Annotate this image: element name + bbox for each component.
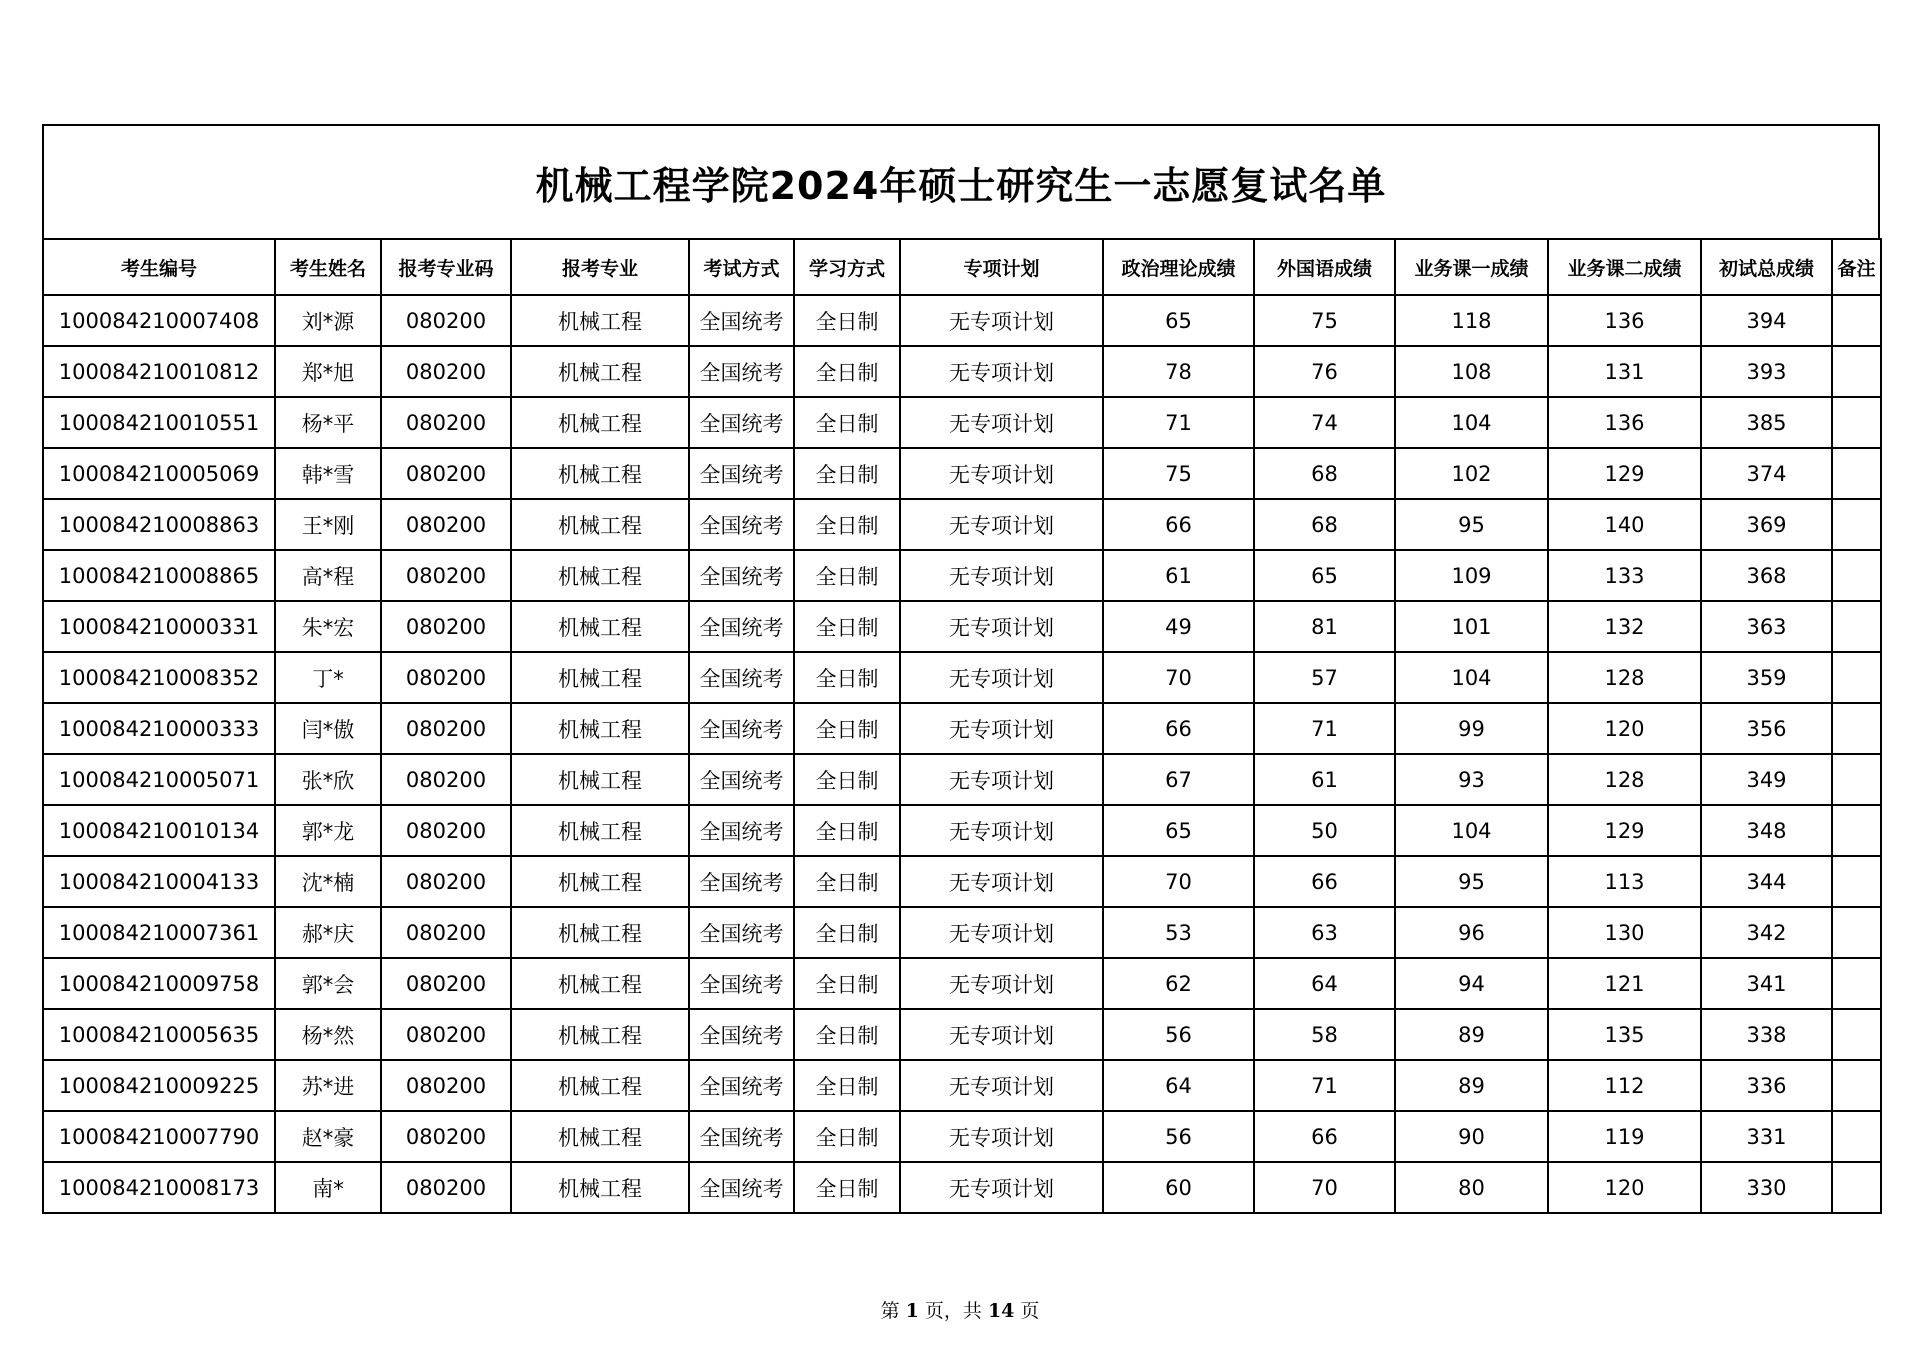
table-cell: 机械工程 [511, 652, 689, 703]
table-cell: 杨*然 [275, 1009, 381, 1060]
table-cell: 机械工程 [511, 856, 689, 907]
footer-total-pages: 14 [987, 1300, 1015, 1322]
table-cell: 080200 [381, 907, 511, 958]
table-cell: 104 [1395, 652, 1548, 703]
table-cell: 080200 [381, 703, 511, 754]
table-row [43, 703, 1881, 754]
table-cell: 109 [1395, 550, 1548, 601]
table-cell: 330 [1701, 1162, 1832, 1213]
table-cell: 无专项计划 [900, 958, 1103, 1009]
table-cell: 无专项计划 [900, 550, 1103, 601]
table-cell: 75 [1103, 448, 1254, 499]
table-cell: 郝*庆 [275, 907, 381, 958]
table-cell: 无专项计划 [900, 295, 1103, 346]
table-cell: 无专项计划 [900, 652, 1103, 703]
table-cell: 机械工程 [511, 1009, 689, 1060]
table-cell: 71 [1103, 397, 1254, 448]
table-row [43, 550, 1881, 601]
table-cell: 丁* [275, 652, 381, 703]
table-cell: 全国统考 [689, 1060, 794, 1111]
table-cell: 71 [1254, 703, 1395, 754]
table-cell: 67 [1103, 754, 1254, 805]
table-cell: 无专项计划 [900, 1060, 1103, 1111]
table-cell: 102 [1395, 448, 1548, 499]
table-cell: 无专项计划 [900, 346, 1103, 397]
table-cell: 96 [1395, 907, 1548, 958]
table-cell [1832, 397, 1881, 448]
table-cell: 100084210010812 [43, 346, 275, 397]
table-cell: 郭*会 [275, 958, 381, 1009]
table-cell: 64 [1254, 958, 1395, 1009]
table-cell: 94 [1395, 958, 1548, 1009]
table-cell: 无专项计划 [900, 703, 1103, 754]
table-cell: 100084210005635 [43, 1009, 275, 1060]
footer-prefix: 第 [880, 1300, 906, 1322]
table-cell [1832, 652, 1881, 703]
table-cell: 140 [1548, 499, 1701, 550]
table-cell: 100084210007408 [43, 295, 275, 346]
table-row [43, 856, 1881, 907]
table-row [43, 397, 1881, 448]
table-cell [1832, 550, 1881, 601]
table-cell: 62 [1103, 958, 1254, 1009]
table-cell: 100084210008865 [43, 550, 275, 601]
table-cell: 无专项计划 [900, 499, 1103, 550]
column-header: 报考专业 [511, 239, 689, 295]
table-cell: 120 [1548, 1162, 1701, 1213]
table-cell: 78 [1103, 346, 1254, 397]
table-cell: 机械工程 [511, 1162, 689, 1213]
table-cell: 机械工程 [511, 958, 689, 1009]
table-cell: 全日制 [794, 856, 900, 907]
column-header: 考生编号 [43, 239, 275, 295]
footer-middle: 页，共 [918, 1300, 988, 1322]
table-cell: 全日制 [794, 652, 900, 703]
table-cell: 080200 [381, 295, 511, 346]
column-header: 考生姓名 [275, 239, 381, 295]
table-cell: 101 [1395, 601, 1548, 652]
table-cell: 全国统考 [689, 550, 794, 601]
table-cell: 南* [275, 1162, 381, 1213]
table-cell: 100084210007361 [43, 907, 275, 958]
table-cell: 机械工程 [511, 1111, 689, 1162]
table-cell: 机械工程 [511, 907, 689, 958]
table-cell: 无专项计划 [900, 1009, 1103, 1060]
table-cell: 66 [1254, 1111, 1395, 1162]
table-cell: 全国统考 [689, 601, 794, 652]
table-cell [1832, 295, 1881, 346]
table-cell: 080200 [381, 1060, 511, 1111]
column-header: 专项计划 [900, 239, 1103, 295]
table-cell [1832, 805, 1881, 856]
table-cell: 全日制 [794, 1111, 900, 1162]
table-cell: 无专项计划 [900, 907, 1103, 958]
table-cell [1832, 856, 1881, 907]
table-cell: 机械工程 [511, 550, 689, 601]
table-cell: 56 [1103, 1009, 1254, 1060]
table-cell: 全日制 [794, 958, 900, 1009]
table-cell: 全日制 [794, 1060, 900, 1111]
table-cell: 全国统考 [689, 295, 794, 346]
table-cell: 全国统考 [689, 856, 794, 907]
table-cell: 全日制 [794, 601, 900, 652]
table-cell: 080200 [381, 448, 511, 499]
table-cell: 121 [1548, 958, 1701, 1009]
column-header: 政治理论成绩 [1103, 239, 1254, 295]
table-cell: 080200 [381, 601, 511, 652]
column-header: 外国语成绩 [1254, 239, 1395, 295]
table-cell: 全日制 [794, 448, 900, 499]
table-cell: 331 [1701, 1111, 1832, 1162]
table-row [43, 448, 1881, 499]
table-cell: 64 [1103, 1060, 1254, 1111]
table-cell: 机械工程 [511, 1060, 689, 1111]
table-cell: 104 [1395, 805, 1548, 856]
table-row [43, 754, 1881, 805]
table-row [43, 907, 1881, 958]
column-header: 业务课二成绩 [1548, 239, 1701, 295]
table-cell: 342 [1701, 907, 1832, 958]
table-cell [1832, 499, 1881, 550]
table-cell: 363 [1701, 601, 1832, 652]
table-cell: 136 [1548, 397, 1701, 448]
table-cell: 99 [1395, 703, 1548, 754]
table-cell [1832, 703, 1881, 754]
table-row [43, 652, 1881, 703]
table-cell: 全国统考 [689, 1111, 794, 1162]
table-cell: 132 [1548, 601, 1701, 652]
table-cell: 100084210007790 [43, 1111, 275, 1162]
table-cell: 344 [1701, 856, 1832, 907]
table-cell: 080200 [381, 499, 511, 550]
table-cell: 全国统考 [689, 1162, 794, 1213]
table-cell: 080200 [381, 856, 511, 907]
table-cell: 100084210000331 [43, 601, 275, 652]
table-cell: 112 [1548, 1060, 1701, 1111]
table-cell: 63 [1254, 907, 1395, 958]
table-cell: 全日制 [794, 1009, 900, 1060]
table-cell: 369 [1701, 499, 1832, 550]
table-cell: 56 [1103, 1111, 1254, 1162]
table-cell: 129 [1548, 805, 1701, 856]
table-cell [1832, 907, 1881, 958]
table-cell: 136 [1548, 295, 1701, 346]
table-cell: 130 [1548, 907, 1701, 958]
table-cell: 080200 [381, 397, 511, 448]
table-cell: 95 [1395, 499, 1548, 550]
table-cell: 100084210004133 [43, 856, 275, 907]
table-cell: 70 [1103, 652, 1254, 703]
table-cell: 机械工程 [511, 499, 689, 550]
page-footer [0, 1296, 1920, 1323]
table-cell: 机械工程 [511, 703, 689, 754]
table-cell: 76 [1254, 346, 1395, 397]
table-cell: 100084210010134 [43, 805, 275, 856]
table-cell: 080200 [381, 1111, 511, 1162]
table-cell: 全日制 [794, 703, 900, 754]
table-cell: 全国统考 [689, 346, 794, 397]
table-cell: 65 [1103, 805, 1254, 856]
table-cell: 无专项计划 [900, 397, 1103, 448]
table-cell: 81 [1254, 601, 1395, 652]
table-cell: 全日制 [794, 397, 900, 448]
table-cell: 无专项计划 [900, 448, 1103, 499]
table-cell: 全国统考 [689, 652, 794, 703]
table-cell: 394 [1701, 295, 1832, 346]
table-cell: 50 [1254, 805, 1395, 856]
document-sheet [42, 124, 1880, 1214]
table-cell: 133 [1548, 550, 1701, 601]
table-cell: 66 [1103, 499, 1254, 550]
table-row [43, 1009, 1881, 1060]
table-cell: 080200 [381, 754, 511, 805]
table-row [43, 601, 1881, 652]
table-cell: 68 [1254, 448, 1395, 499]
table-cell [1832, 1009, 1881, 1060]
table-cell: 100084210009225 [43, 1060, 275, 1111]
table-cell: 郑*旭 [275, 346, 381, 397]
table-cell: 356 [1701, 703, 1832, 754]
table-cell: 100084210005069 [43, 448, 275, 499]
table-cell: 全国统考 [689, 907, 794, 958]
table-cell: 080200 [381, 550, 511, 601]
table-cell: 无专项计划 [900, 856, 1103, 907]
table-cell: 75 [1254, 295, 1395, 346]
table-cell: 100084210009758 [43, 958, 275, 1009]
table-cell: 385 [1701, 397, 1832, 448]
table-cell: 65 [1254, 550, 1395, 601]
table-cell: 全国统考 [689, 805, 794, 856]
table-cell: 113 [1548, 856, 1701, 907]
table-cell: 93 [1395, 754, 1548, 805]
table-cell: 全日制 [794, 295, 900, 346]
table-cell: 66 [1103, 703, 1254, 754]
table-cell: 赵*豪 [275, 1111, 381, 1162]
column-header: 初试总成绩 [1701, 239, 1832, 295]
table-cell: 393 [1701, 346, 1832, 397]
table-cell: 66 [1254, 856, 1395, 907]
footer-page-number: 1 [905, 1300, 919, 1322]
column-header: 报考专业码 [381, 239, 511, 295]
table-cell: 080200 [381, 1162, 511, 1213]
table-cell: 韩*雪 [275, 448, 381, 499]
table-cell: 128 [1548, 754, 1701, 805]
table-cell: 机械工程 [511, 754, 689, 805]
table-cell: 杨*平 [275, 397, 381, 448]
table-cell: 60 [1103, 1162, 1254, 1213]
table-cell: 全日制 [794, 550, 900, 601]
table-cell: 全日制 [794, 805, 900, 856]
table-cell: 349 [1701, 754, 1832, 805]
table-cell: 机械工程 [511, 601, 689, 652]
table-cell: 无专项计划 [900, 1162, 1103, 1213]
table-cell: 359 [1701, 652, 1832, 703]
table-cell: 全国统考 [689, 499, 794, 550]
table-cell: 无专项计划 [900, 601, 1103, 652]
table-cell: 张*欣 [275, 754, 381, 805]
table-cell: 53 [1103, 907, 1254, 958]
table-row [43, 805, 1881, 856]
table-cell: 90 [1395, 1111, 1548, 1162]
table-cell: 100084210008173 [43, 1162, 275, 1213]
table-cell: 闫*傲 [275, 703, 381, 754]
table-cell: 80 [1395, 1162, 1548, 1213]
table-cell: 机械工程 [511, 448, 689, 499]
table-cell: 65 [1103, 295, 1254, 346]
column-header: 考试方式 [689, 239, 794, 295]
table-row [43, 346, 1881, 397]
table-cell: 郭*龙 [275, 805, 381, 856]
table-cell: 119 [1548, 1111, 1701, 1162]
table-cell: 95 [1395, 856, 1548, 907]
table-row [43, 958, 1881, 1009]
table-cell [1832, 346, 1881, 397]
table-cell [1832, 1060, 1881, 1111]
table-cell: 高*程 [275, 550, 381, 601]
table-cell: 108 [1395, 346, 1548, 397]
footer-suffix: 页 [1014, 1300, 1040, 1322]
table-cell: 74 [1254, 397, 1395, 448]
table-cell: 131 [1548, 346, 1701, 397]
table-cell: 080200 [381, 958, 511, 1009]
table-cell: 全日制 [794, 1162, 900, 1213]
table-cell [1832, 754, 1881, 805]
table-cell: 100084210010551 [43, 397, 275, 448]
table-cell: 全日制 [794, 754, 900, 805]
table-cell: 苏*进 [275, 1060, 381, 1111]
table-cell: 100084210008863 [43, 499, 275, 550]
table-cell [1832, 1162, 1881, 1213]
table-cell: 70 [1254, 1162, 1395, 1213]
table-row [43, 1060, 1881, 1111]
table-cell: 机械工程 [511, 295, 689, 346]
table-header-row [43, 239, 1881, 295]
table-cell: 机械工程 [511, 805, 689, 856]
table-cell: 100084210005071 [43, 754, 275, 805]
table-cell [1832, 958, 1881, 1009]
table-cell: 68 [1254, 499, 1395, 550]
table-cell: 336 [1701, 1060, 1832, 1111]
table-cell: 118 [1395, 295, 1548, 346]
table-cell: 57 [1254, 652, 1395, 703]
column-header: 备注 [1832, 239, 1881, 295]
table-cell: 全国统考 [689, 397, 794, 448]
table-cell: 全国统考 [689, 448, 794, 499]
column-header: 学习方式 [794, 239, 900, 295]
table-cell [1832, 448, 1881, 499]
table-cell: 全日制 [794, 346, 900, 397]
table-cell: 全日制 [794, 499, 900, 550]
page-title: 机械工程学院2024年硕士研究生一志愿复试名单 [535, 163, 1387, 208]
table-cell: 120 [1548, 703, 1701, 754]
candidate-table [42, 238, 1882, 1214]
table-cell: 61 [1254, 754, 1395, 805]
table-row [43, 1111, 1881, 1162]
table-cell: 机械工程 [511, 397, 689, 448]
table-cell: 无专项计划 [900, 1111, 1103, 1162]
table-cell: 338 [1701, 1009, 1832, 1060]
table-cell: 080200 [381, 652, 511, 703]
table-cell: 全国统考 [689, 754, 794, 805]
table-cell: 全国统考 [689, 703, 794, 754]
table-cell: 368 [1701, 550, 1832, 601]
table-cell: 080200 [381, 805, 511, 856]
table-cell: 无专项计划 [900, 805, 1103, 856]
table-cell: 全日制 [794, 907, 900, 958]
table-cell [1832, 1111, 1881, 1162]
table-cell: 沈*楠 [275, 856, 381, 907]
table-row [43, 499, 1881, 550]
table-cell: 朱*宏 [275, 601, 381, 652]
table-cell: 080200 [381, 346, 511, 397]
table-cell: 机械工程 [511, 346, 689, 397]
table-cell [1832, 601, 1881, 652]
table-cell: 100084210000333 [43, 703, 275, 754]
table-cell: 348 [1701, 805, 1832, 856]
table-cell: 无专项计划 [900, 754, 1103, 805]
table-cell: 61 [1103, 550, 1254, 601]
table-cell: 58 [1254, 1009, 1395, 1060]
table-cell: 全国统考 [689, 1009, 794, 1060]
table-cell: 374 [1701, 448, 1832, 499]
table-cell: 128 [1548, 652, 1701, 703]
title-box [42, 124, 1880, 238]
table-cell: 129 [1548, 448, 1701, 499]
table-cell: 080200 [381, 1009, 511, 1060]
table-cell: 135 [1548, 1009, 1701, 1060]
table-cell: 104 [1395, 397, 1548, 448]
table-body [43, 295, 1881, 1213]
table-row [43, 295, 1881, 346]
table-cell: 刘*源 [275, 295, 381, 346]
table-cell: 100084210008352 [43, 652, 275, 703]
table-row [43, 1162, 1881, 1213]
table-cell: 70 [1103, 856, 1254, 907]
table-cell: 全国统考 [689, 958, 794, 1009]
table-cell: 49 [1103, 601, 1254, 652]
table-cell: 341 [1701, 958, 1832, 1009]
table-cell: 王*刚 [275, 499, 381, 550]
table-cell: 89 [1395, 1060, 1548, 1111]
table-cell: 71 [1254, 1060, 1395, 1111]
column-header: 业务课一成绩 [1395, 239, 1548, 295]
table-cell: 89 [1395, 1009, 1548, 1060]
